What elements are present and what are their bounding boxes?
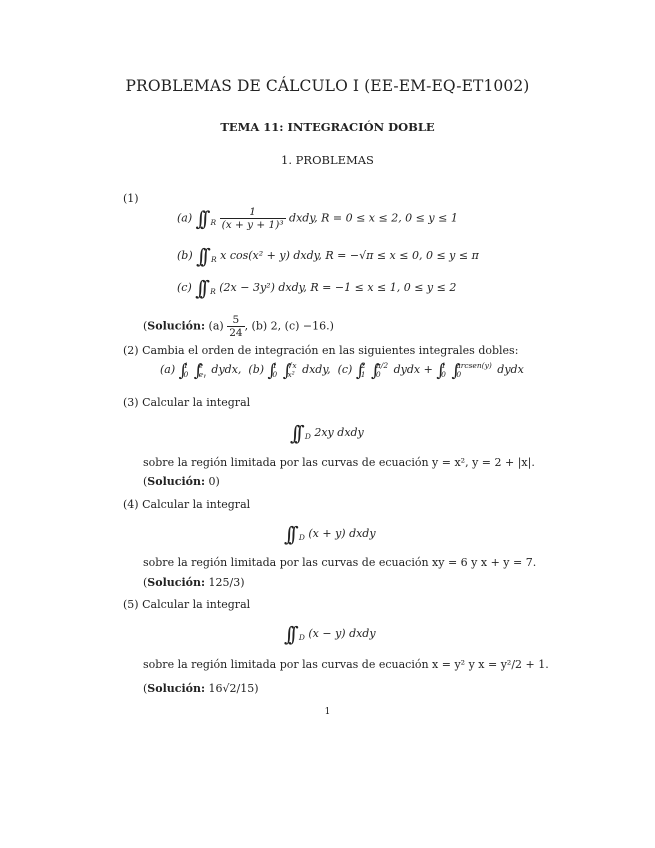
problem-2-number: (2): [123, 344, 139, 357]
solution-fraction: $\frac{5}{24}$: [229, 314, 243, 339]
problem-1b-label: (b): [177, 249, 193, 262]
problem-5-number: (5): [123, 598, 139, 611]
problem-2-text: Cambia el orden de integración en las siguientes integrales dobles:: [142, 344, 519, 357]
page-title: PROBLEMAS DE CÁLCULO I (EE-EM-EQ-ET1002): [125, 77, 530, 95]
problem-3-number: (3): [123, 396, 139, 409]
problem-4-solution: (Solución: 125/3): [143, 576, 245, 589]
problem-1c: (c) ∫∫ $_R$ (2x − 3y²) dxdy, R = −1 ≤ x ≤ 1, 0 ≤ y ≤ 2: [177, 276, 457, 300]
integral-symbol: ∫: [436, 361, 442, 381]
double-integral-symbol: ∫∫: [290, 421, 299, 445]
problem-5-region: sobre la región limitada por las curvas de ecuación x = y² y x = y²/2 + 1.: [143, 658, 549, 671]
integral-symbol: ∫: [178, 361, 184, 381]
problem-3-solution: (Solución: 0): [143, 475, 220, 488]
problem-1b-rest: x cos(x² + y) dxdy, R = −√π ≤ x ≤ 0, 0 ≤ y ≤ π: [220, 249, 479, 262]
problem-1a-label: (a): [177, 211, 193, 225]
problem-5-solution: (Solución: 16√2/15): [143, 682, 259, 695]
problem-2-statement: [123, 344, 518, 357]
problem-1a-rest: dxdy, R = 0 ≤ x ≤ 2, 0 ≤ y ≤ 1: [289, 211, 458, 225]
double-integral-symbol: ∫∫: [195, 276, 205, 300]
problem-1b: (b) ∫∫ $_R$ x cos(x² + y) dxdy, R = −√π ≤ x ≤ 0, 0 ≤ y ≤ π: [177, 244, 479, 268]
problem-2-integrals: (a) ∫ 1 0 ∫ e eᵧ dydx, (b) ∫ 1 0 ∫ √x x² dxdy, (c) ∫ 2 1 ∫ π/2 0 dydx + ∫ 1 0 ∫ arcsen(y) 0 dydx: [160, 361, 524, 381]
problem-4-number: (4): [123, 498, 139, 511]
double-integral-symbol: ∫∫: [284, 522, 293, 546]
problem-3-integral: ∫∫ $_D$ 2xy dxdy: [290, 421, 364, 445]
problem-3-statement: (3) Calcular la integral: [123, 396, 251, 409]
integral-symbol: ∫: [193, 361, 199, 381]
problem-5-integral: ∫∫ $_D$ (x − y) dxdy: [284, 622, 376, 646]
problem-3-region: sobre la región limitada por las curvas de ecuación y = x², y = 2 + |x|.: [143, 456, 535, 469]
problem-4-region: sobre la región limitada por las curvas de ecuación xy = 6 y x + y = 7.: [143, 556, 537, 569]
problem-1c-label: (c): [177, 281, 192, 294]
integral-symbol: ∫: [267, 361, 273, 381]
integral-symbol: ∫: [371, 361, 376, 381]
problem-4-integral: ∫∫ $_D$ (x + y) dxdy: [284, 522, 376, 546]
double-integral-symbol: ∫∫: [195, 206, 205, 231]
topic-title: TEMA 11: INTEGRACIÓN DOBLE: [220, 120, 435, 134]
integral-symbol: ∫: [282, 361, 288, 381]
problem-1-solution: (Solución: (a) $\frac{5}{24}$ , (b) 2, (c) −16.): [143, 314, 334, 339]
problem-5-statement: (5) Calcular la integral: [123, 598, 251, 611]
section-heading: 1. PROBLEMAS: [281, 153, 374, 167]
problem-1a-fraction: $\frac{1}{\text{(x + y + 1)³}}$: [221, 206, 284, 231]
double-integral-symbol: ∫∫: [196, 244, 205, 268]
page-number: 1: [324, 707, 331, 717]
double-integral-symbol: ∫∫: [284, 622, 293, 646]
solution-label: Solución:: [147, 319, 206, 333]
problem-1-number: (1): [123, 192, 139, 205]
integral-symbol: ∫: [355, 361, 361, 381]
problem-1c-rest: (2x − 3y²) dxdy, R = −1 ≤ x ≤ 1, 0 ≤ y ≤ 2: [219, 281, 457, 294]
integral-symbol: ∫: [451, 361, 457, 381]
problem-4-statement: (4) Calcular la integral: [123, 498, 251, 511]
problem-1a: (a) ∫∫ $_R$ $\frac{1}{\text{(x + y + 1)³}}$ dxdy, R = 0 ≤ x ≤ 2, 0 ≤ y ≤ 1: [177, 206, 458, 231]
